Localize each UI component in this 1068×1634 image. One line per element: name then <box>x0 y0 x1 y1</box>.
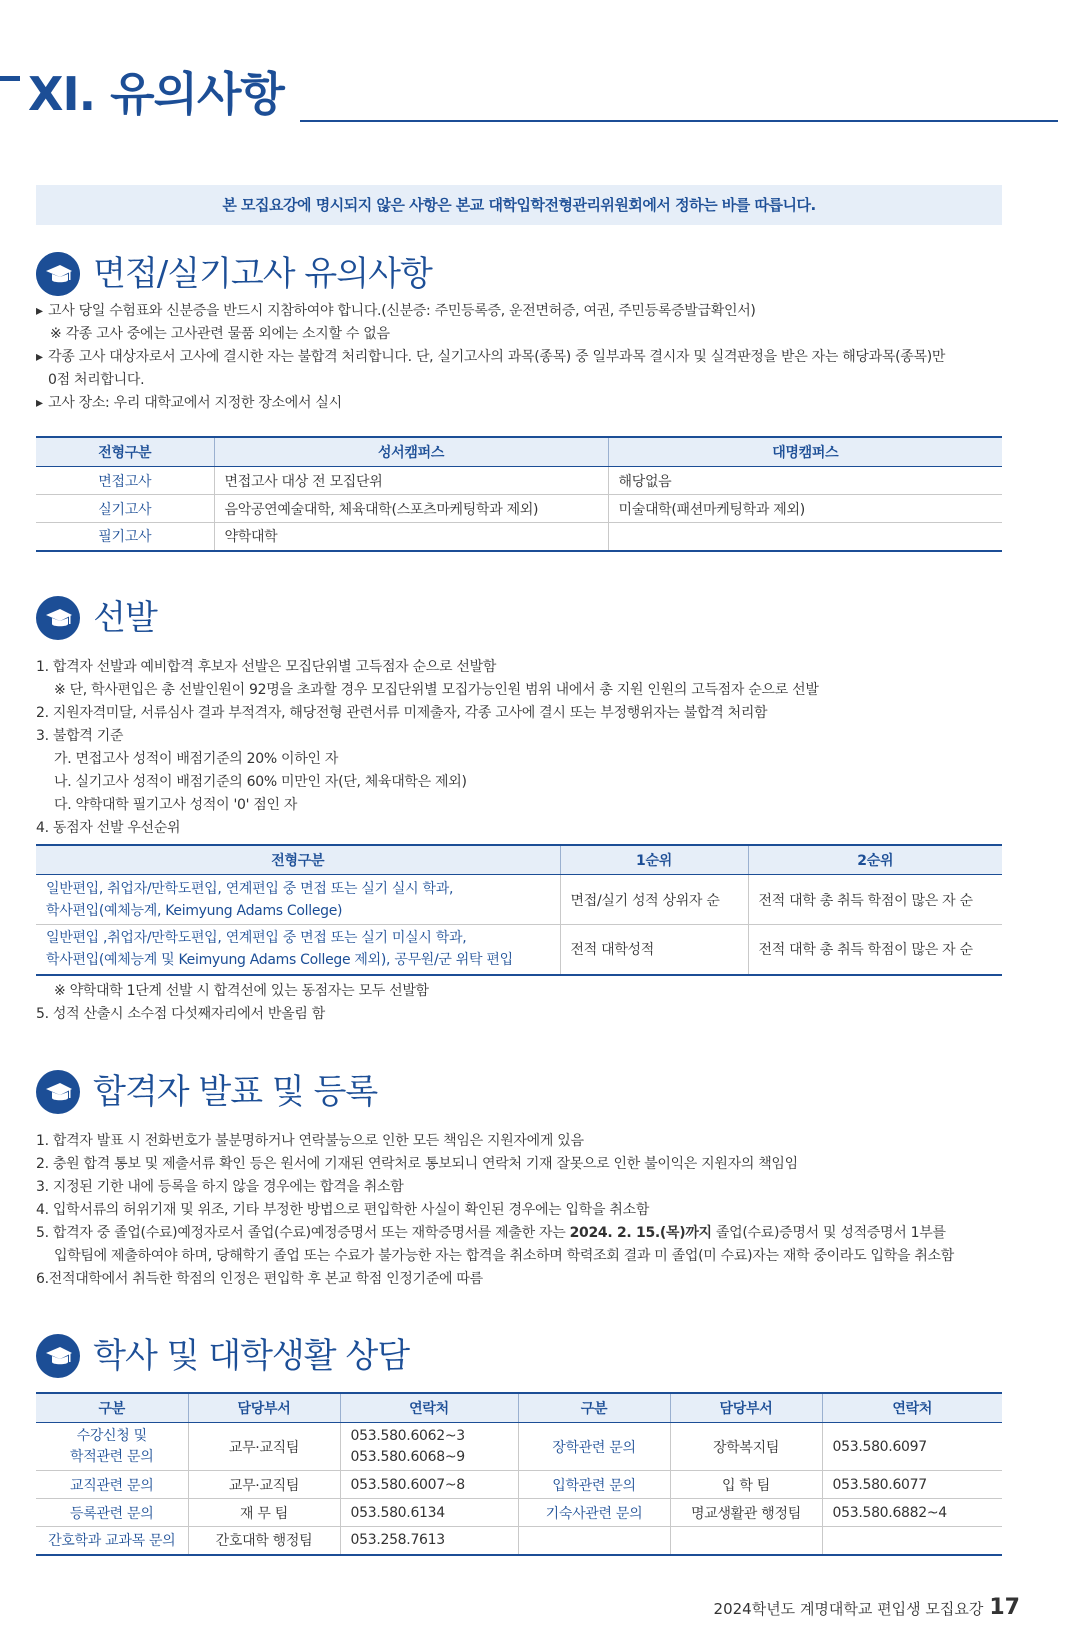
section-interview-header <box>36 252 432 296</box>
notice-box: 본 모집요강에 명시되지 않은 사항은 본교 대학입학전형관리위원회에서 정하는 바를 따릅니다. <box>36 185 1002 225</box>
exam-location-table <box>36 436 1002 552</box>
list-item: 2. 지원자격미달, 서류심사 결과 부적격자, 해당전형 관련서류 미제출자, 각종 고사에 결시 또는 부정행위자는 불합격 처리함 <box>36 705 768 721</box>
consult-contact-table <box>36 1392 1002 1556</box>
footer-text: 2024학년도 계명대학교 편입생 모집요강 <box>713 1600 984 1618</box>
table-row: 실기고사 음악공연예술대학, 체육대학(스포츠마케팅학과 제외) 미술대학(패션마케팅학과 제외) <box>36 495 1002 523</box>
table-row: 면접고사 면접고사 대상 전 모집단위 해당없음 <box>36 467 1002 495</box>
list-item: 나. 실기고사 성적이 배점기준의 60% 미만인 자(단, 체육대학은 제외) <box>54 774 467 790</box>
list-item: 5. 합격자 중 졸업(수료)예정자로서 졸업(수료)예정증명서 또는 재학증명서를 제출한 자는 2024. 2. 15.(목)까지 졸업(수료)증명서 및 성적증명서 1부를 <box>36 1225 946 1241</box>
table-header: 연락처 <box>340 1393 518 1423</box>
table-row: 필기고사 약학대학 <box>36 523 1002 551</box>
list-item: ▸ 각종 고사 대상자로서 고사에 결시한 자는 불합격 처리합니다. 단, 실기고사의 과목(종목) 중 일부과목 결시자 및 실격판정을 받은 자는 해당과목(종목)만 <box>36 346 945 369</box>
list-item: ※ 단, 학사편입은 총 선발인원이 92명을 초과할 경우 모집단위별 모집가능인원 범위 내에서 총 지원 인원의 고득점자 순으로 선발 <box>54 682 819 698</box>
list-item: ▸ 고사 당일 수험표와 신분증을 반드시 지참하여야 합니다.(신분증: 주민등록증, 운전면허증, 여권, 주민등록증발급확인서) <box>36 300 945 323</box>
table-header: 성서캠퍼스 <box>214 437 608 467</box>
table-row: 교직관련 문의 교무·교직팀 053.580.6007~8 입학관련 문의 입 학 팀 053.580.6077 <box>36 1471 1002 1499</box>
table-row: 수강신청 및 학적관련 문의 교무·교직팀 053.580.6062~3 053.580.6068~9 장학관련 문의 장학복지팀 053.580.6097 <box>36 1423 1002 1471</box>
table-header: 구분 <box>518 1393 670 1423</box>
list-item: 4. 동점자 선발 우선순위 <box>36 820 181 836</box>
list-item: 2. 충원 합격 통보 및 제출서류 확인 등은 원서에 기재된 연락처로 통보되니 연락처 기재 잘못으로 인한 불이익은 지원자의 책임임 <box>36 1156 798 1172</box>
table-header: 담당부서 <box>670 1393 822 1423</box>
list-item: 가. 면접고사 성적이 배점기준의 20% 이하인 자 <box>54 751 339 767</box>
table-row: 간호학과 교과목 문의 간호대학 행정팀 053.258.7613 <box>36 1527 1002 1555</box>
list-item: 6.전적대학에서 취득한 학점의 인정은 편입학 후 본교 학점 인정기준에 따름 <box>36 1271 483 1287</box>
graduation-cap-icon <box>36 252 80 296</box>
section-title: 합격자 발표 및 등록 <box>93 1072 378 1112</box>
list-item: ※ 각종 고사 중에는 고사관련 물품 외에는 소지할 수 없음 <box>50 326 390 342</box>
section-selection-header <box>36 596 157 640</box>
section-title: 선발 <box>93 598 157 638</box>
table-row: 일반편입, 취업자/만학도편입, 연계편입 중 면접 또는 실기 실시 학과, 학사편입(예체능계, Keimyung Adams College) 면접/실기 성적 상위자 순 전적 대학 총 취득 학점이 많은 자 순 <box>36 875 1002 925</box>
triangle-right-icon: ▸ <box>36 395 43 411</box>
section-title: 면접/실기고사 유의사항 <box>93 254 432 294</box>
triangle-right-icon: ▸ <box>36 303 43 319</box>
interview-notes <box>36 300 945 415</box>
announce-notes <box>36 1130 954 1291</box>
tie-priority-table <box>36 844 1002 976</box>
section-announce-header <box>36 1070 377 1114</box>
list-item: ※ 약학대학 1단계 선발 시 합격선에 있는 동점자는 모두 선발함 <box>54 983 429 999</box>
triangle-right-icon: ▸ <box>36 349 43 365</box>
section-title: 학사 및 대학생활 상담 <box>93 1336 410 1376</box>
selection-notes <box>36 656 819 840</box>
table-header: 구분 <box>36 1393 188 1423</box>
graduation-cap-icon <box>36 1334 80 1378</box>
section-consult-header <box>36 1334 409 1378</box>
table-header: 대명캠퍼스 <box>608 437 1002 467</box>
table-header: 1순위 <box>560 845 748 875</box>
list-item: 4. 입학서류의 허위기재 및 위조, 기타 부정한 방법으로 편입학한 사실이 확인된 경우에는 입학을 취소함 <box>36 1202 650 1218</box>
graduation-cap-icon <box>36 1070 80 1114</box>
deadline-date: 2024. 2. 15.(목)까지 <box>569 1225 712 1241</box>
list-item: 다. 약학대학 필기고사 성적이 '0' 점인 자 <box>54 797 298 813</box>
list-item: 1. 합격자 선발과 예비합격 후보자 선발은 모집단위별 고득점자 순으로 선발함 <box>36 659 497 675</box>
graduation-cap-icon <box>36 596 80 640</box>
chapter-title: XI. 유의사항 <box>28 67 284 121</box>
chapter-tick <box>0 76 20 81</box>
list-item: 3. 불합격 기준 <box>36 728 124 744</box>
page-footer <box>714 1595 1020 1620</box>
selection-after <box>36 980 429 1026</box>
table-row: 일반편입 ,취업자/만학도편입, 연계편입 중 면접 또는 실기 미실시 학과, 학사편입(예체능계 및 Keimyung Adams College 제외), 공무원/군 위탁 편입 전적 대학성적 전적 대학 총 취득 학점이 많은 자 순 <box>36 925 1002 975</box>
list-item: 3. 지정된 기한 내에 등록을 하지 않을 경우에는 합격을 취소함 <box>36 1179 404 1195</box>
list-item: 1. 합격자 발표 시 전화번호가 불분명하거나 연락불능으로 인한 모든 책임은 지원자에게 있음 <box>36 1133 584 1149</box>
table-header: 전형구분 <box>36 437 214 467</box>
list-item: ▸ 고사 장소: 우리 대학교에서 지정한 장소에서 실시 <box>36 392 945 415</box>
list-item: 5. 성적 산출시 소수점 다섯째자리에서 반올림 함 <box>36 1006 325 1022</box>
table-row: 등록관련 문의 재 무 팀 053.580.6134 기숙사관련 문의 명교생활관 행정팀 053.580.6882~4 <box>36 1499 1002 1527</box>
table-header: 전형구분 <box>36 845 560 875</box>
chapter-rule <box>300 120 1058 122</box>
list-item: 입학팀에 제출하여야 하며, 당해학기 졸업 또는 수료가 불가능한 자는 합격을 취소하며 학력조회 결과 미 졸업(미 수료)자는 재학 중이라도 입학을 취소함 <box>54 1248 954 1264</box>
table-header: 담당부서 <box>188 1393 340 1423</box>
page-number: 17 <box>989 1595 1020 1620</box>
table-header: 연락처 <box>822 1393 1002 1423</box>
table-header: 2순위 <box>748 845 1002 875</box>
list-item: 0점 처리합니다. <box>48 372 145 388</box>
